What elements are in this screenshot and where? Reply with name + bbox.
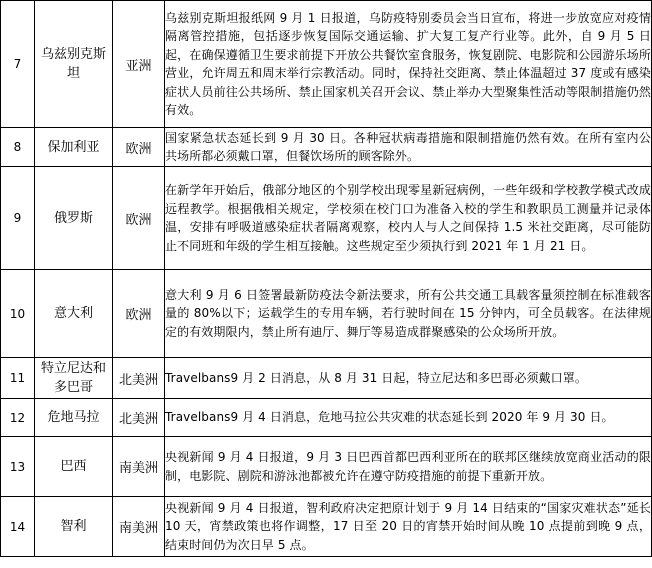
table-row bbox=[1, 128, 652, 167]
country-name: 乌兹别克斯坦 bbox=[35, 1, 113, 128]
row-number: 10 bbox=[1, 270, 35, 358]
policy-description: 意大利 9 月 6 日签署最新防疫法令新法要求，所有公共交通工具载客量须控制在标准载客量的 80%以下；运载学生的专用车辆，若行驶时间在 15 分钟内，可全员载客。在法律规定的有效期限内，禁止所有迪厅、舞厅等易造成群聚感染的公众场所开放。 bbox=[165, 270, 652, 358]
region-name: 亚洲 bbox=[113, 1, 165, 128]
row-number: 12 bbox=[1, 399, 35, 437]
table-row bbox=[1, 437, 652, 497]
region-name: 欧洲 bbox=[113, 270, 165, 358]
policy-table-body bbox=[1, 1, 652, 557]
country-name: 智利 bbox=[35, 497, 113, 557]
table-row bbox=[1, 167, 652, 270]
policy-description: 乌兹别克斯坦报纸网 9 月 1 日报道，乌防疫特别委员会当日宣布，将进一步放宽应对疫情隔离管控措施，包括逐步恢复国际交通运输、扩大复工复产行业等。此外，自 9 月 5 日起，在确保遵循卫生要求前提下开放公共餐饮室食服务，恢复剧院、电影院和公园游乐场所营业，允许周五和周末举行宗教活动。同时，保持社交距离、禁止体温超过 37 度或有感染症状人员前往公共场所、禁止国家机关召开会议、禁止举办大型聚集性活动等限制措施仍然有效。 bbox=[165, 1, 652, 128]
policy-description: 央视新闻 9 月 4 日报道，智利政府决定把原计划于 9 月 14 日结束的“国家灾难状态”延长 10 天，宵禁政策也将作调整，17 日至 20 日的宵禁开始时间从晚 10 点提前到晚 9 点，结束时间仍为次日早 5 点。 bbox=[165, 497, 652, 557]
policy-description: 央视新闻 9 月 4 日报道，9 月 3 日巴西首都巴西利亚所在的联邦区继续放宽商业活动的限制，电影院、剧院和游泳池都被允许在遵守防疫措施的前提下重新开放。 bbox=[165, 437, 652, 497]
table-row bbox=[1, 399, 652, 437]
country-name: 危地马拉 bbox=[35, 399, 113, 437]
policy-description: Travelbans9 月 2 日消息，从 8 月 31 日起，特立尼达和多巴哥必须戴口罩。 bbox=[165, 358, 652, 399]
country-name: 巴西 bbox=[35, 437, 113, 497]
country-name: 意大利 bbox=[35, 270, 113, 358]
country-name: 特立尼达和多巴哥 bbox=[35, 358, 113, 399]
table-row bbox=[1, 270, 652, 358]
row-number: 11 bbox=[1, 358, 35, 399]
region-name: 欧洲 bbox=[113, 167, 165, 270]
region-name: 南美洲 bbox=[113, 497, 165, 557]
region-name: 北美洲 bbox=[113, 358, 165, 399]
table-row bbox=[1, 497, 652, 557]
region-name: 北美洲 bbox=[113, 399, 165, 437]
country-name: 保加利亚 bbox=[35, 128, 113, 167]
row-number: 8 bbox=[1, 128, 35, 167]
row-number: 13 bbox=[1, 437, 35, 497]
row-number: 9 bbox=[1, 167, 35, 270]
policy-description: 国家紧急状态延长到 9 月 30 日。各种冠状病毒措施和限制措施仍然有效。在所有室内公共场所都必须戴口罩，但餐饮场所的顾客除外。 bbox=[165, 128, 652, 167]
region-name: 南美洲 bbox=[113, 437, 165, 497]
row-number: 7 bbox=[1, 1, 35, 128]
policy-description: 在新学年开始后，俄部分地区的个别学校出现零星新冠病例，一些年级和学校教学模式改成远程教学。根据俄相关规定，学校须在校门口为准备入校的学生和教职员工测量并记录体温，安排有呼吸道感染症状者隔离观察，校内人与人之间保持 1.5 米社交距离，尽可能防止不同班和年级的学生相互接触。这些规定至少须执行到 2021 年 1 月 21 日。 bbox=[165, 167, 652, 270]
table-row bbox=[1, 358, 652, 399]
policy-description: Travelbans9 月 4 日消息，危地马拉公共灾难的状态延长到 2020 年 9 月 30 日。 bbox=[165, 399, 652, 437]
table-row bbox=[1, 1, 652, 128]
row-number: 14 bbox=[1, 497, 35, 557]
region-name: 欧洲 bbox=[113, 128, 165, 167]
country-name: 俄罗斯 bbox=[35, 167, 113, 270]
